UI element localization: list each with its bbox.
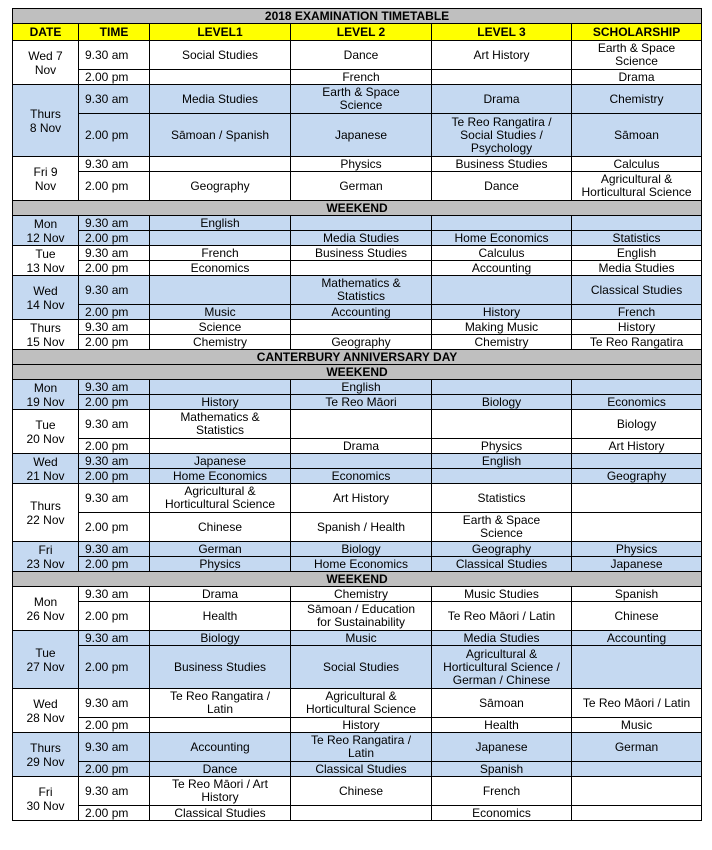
time-cell: 2.00 pm xyxy=(79,231,150,246)
level2-cell xyxy=(291,806,432,821)
level2-cell xyxy=(291,261,432,276)
level1-cell: Business Studies xyxy=(150,646,291,689)
level1-cell: Agricultural & Horticultural Science xyxy=(150,484,291,513)
level1-cell: Media Studies xyxy=(150,85,291,114)
date-cell: Fri 23 Nov xyxy=(13,542,79,572)
table-row xyxy=(13,157,702,172)
scholarship-cell: Chinese xyxy=(572,602,702,631)
level3-cell: Dance xyxy=(432,172,572,201)
separator-row xyxy=(13,365,702,380)
date-cell: Tue 27 Nov xyxy=(13,631,79,689)
time-cell: 9.30 am xyxy=(79,216,150,231)
level3-cell: Geography xyxy=(432,542,572,557)
level2-cell: Classical Studies xyxy=(291,762,432,777)
scholarship-cell: Physics xyxy=(572,542,702,557)
separator-label: WEEKEND xyxy=(13,201,702,216)
table-row xyxy=(13,542,702,557)
level2-cell: Economics xyxy=(291,469,432,484)
level1-cell: Accounting xyxy=(150,733,291,762)
level3-cell: Chemistry xyxy=(432,335,572,350)
time-cell: 9.30 am xyxy=(79,733,150,762)
level2-cell: Home Economics xyxy=(291,557,432,572)
date-cell: Wed 14 Nov xyxy=(13,276,79,320)
date-cell: Mon 19 Nov xyxy=(13,380,79,410)
level2-cell xyxy=(291,410,432,439)
level1-cell: Geography xyxy=(150,172,291,201)
scholarship-cell: Te Reo Rangatira xyxy=(572,335,702,350)
date-cell: Thurs 29 Nov xyxy=(13,733,79,777)
table-row xyxy=(13,439,702,454)
table-row xyxy=(13,602,702,631)
time-cell: 2.00 pm xyxy=(79,114,150,157)
time-cell: 2.00 pm xyxy=(79,70,150,85)
table-row xyxy=(13,305,702,320)
level2-cell: Earth & Space Science xyxy=(291,85,432,114)
scholarship-cell: Biology xyxy=(572,410,702,439)
level1-cell: Mathematics & Statistics xyxy=(150,410,291,439)
level2-cell: French xyxy=(291,70,432,85)
level2-cell: Japanese xyxy=(291,114,432,157)
level3-cell xyxy=(432,469,572,484)
level1-cell: Science xyxy=(150,320,291,335)
table-row xyxy=(13,587,702,602)
level1-cell: Music xyxy=(150,305,291,320)
table-row xyxy=(13,70,702,85)
level2-cell: History xyxy=(291,718,432,733)
level3-cell: Japanese xyxy=(432,733,572,762)
header-scholarship: SCHOLARSHIP xyxy=(572,24,702,41)
scholarship-cell: Geography xyxy=(572,469,702,484)
separator-row xyxy=(13,350,702,365)
level2-cell: Te Reo Māori xyxy=(291,395,432,410)
scholarship-cell: Japanese xyxy=(572,557,702,572)
time-cell: 9.30 am xyxy=(79,777,150,806)
level3-cell xyxy=(432,70,572,85)
date-cell: Fri 30 Nov xyxy=(13,777,79,821)
level2-cell: Spanish / Health xyxy=(291,513,432,542)
level2-cell: Chinese xyxy=(291,777,432,806)
level1-cell: Chinese xyxy=(150,513,291,542)
separator-row xyxy=(13,572,702,587)
time-cell: 9.30 am xyxy=(79,454,150,469)
level1-cell: Chemistry xyxy=(150,335,291,350)
time-cell: 2.00 pm xyxy=(79,439,150,454)
header-level1: LEVEL1 xyxy=(150,24,291,41)
level3-cell xyxy=(432,380,572,395)
scholarship-cell xyxy=(572,646,702,689)
level2-cell: Accounting xyxy=(291,305,432,320)
level3-cell: Statistics xyxy=(432,484,572,513)
level1-cell: Economics xyxy=(150,261,291,276)
level3-cell: Sāmoan xyxy=(432,689,572,718)
date-cell: Mon 26 Nov xyxy=(13,587,79,631)
level3-cell: Economics xyxy=(432,806,572,821)
level3-cell: Business Studies xyxy=(432,157,572,172)
date-cell: Fri 9 Nov xyxy=(13,157,79,201)
level3-cell: Making Music xyxy=(432,320,572,335)
date-cell: Wed 7 Nov xyxy=(13,41,79,85)
level3-cell: Te Reo Rangatira / Social Studies / Psychology xyxy=(432,114,572,157)
level1-cell: Te Reo Māori / Art History xyxy=(150,777,291,806)
level1-cell xyxy=(150,231,291,246)
level1-cell: Home Economics xyxy=(150,469,291,484)
header-level3: LEVEL 3 xyxy=(432,24,572,41)
time-cell: 2.00 pm xyxy=(79,718,150,733)
time-cell: 2.00 pm xyxy=(79,261,150,276)
scholarship-cell: Art History xyxy=(572,439,702,454)
level2-cell: Dance xyxy=(291,41,432,70)
time-cell: 9.30 am xyxy=(79,689,150,718)
time-cell: 9.30 am xyxy=(79,85,150,114)
scholarship-cell: Spanish xyxy=(572,587,702,602)
level1-cell xyxy=(150,380,291,395)
level2-cell: Music xyxy=(291,631,432,646)
level1-cell xyxy=(150,718,291,733)
scholarship-cell xyxy=(572,380,702,395)
level3-cell: Biology xyxy=(432,395,572,410)
table-row xyxy=(13,484,702,513)
level3-cell: Agricultural & Horticultural Science / German / Chinese xyxy=(432,646,572,689)
scholarship-cell: Media Studies xyxy=(572,261,702,276)
time-cell: 9.30 am xyxy=(79,157,150,172)
level3-cell: Spanish xyxy=(432,762,572,777)
level2-cell: Physics xyxy=(291,157,432,172)
time-cell: 9.30 am xyxy=(79,542,150,557)
level1-cell: Physics xyxy=(150,557,291,572)
level2-cell: Art History xyxy=(291,484,432,513)
table-row xyxy=(13,806,702,821)
level1-cell: Social Studies xyxy=(150,41,291,70)
time-cell: 9.30 am xyxy=(79,587,150,602)
level1-cell: Classical Studies xyxy=(150,806,291,821)
scholarship-cell: Statistics xyxy=(572,231,702,246)
level2-cell: Biology xyxy=(291,542,432,557)
separator-row xyxy=(13,201,702,216)
scholarship-cell: Agricultural & Horticultural Science xyxy=(572,172,702,201)
table-row xyxy=(13,216,702,231)
scholarship-cell: Accounting xyxy=(572,631,702,646)
table-row xyxy=(13,646,702,689)
time-cell: 2.00 pm xyxy=(79,335,150,350)
timetable-body xyxy=(13,41,702,821)
table-row xyxy=(13,557,702,572)
separator-label: WEEKEND xyxy=(13,572,702,587)
level3-cell: History xyxy=(432,305,572,320)
table-row xyxy=(13,631,702,646)
table-row xyxy=(13,469,702,484)
table-row xyxy=(13,85,702,114)
scholarship-cell: Classical Studies xyxy=(572,276,702,305)
level3-cell: Drama xyxy=(432,85,572,114)
scholarship-cell: Sāmoan xyxy=(572,114,702,157)
time-cell: 2.00 pm xyxy=(79,762,150,777)
exam-timetable xyxy=(12,8,702,821)
level3-cell xyxy=(432,216,572,231)
scholarship-cell: History xyxy=(572,320,702,335)
time-cell: 9.30 am xyxy=(79,631,150,646)
table-row xyxy=(13,777,702,806)
level2-cell: Business Studies xyxy=(291,246,432,261)
level2-cell: Mathematics & Statistics xyxy=(291,276,432,305)
scholarship-cell: English xyxy=(572,246,702,261)
time-cell: 2.00 pm xyxy=(79,395,150,410)
level2-cell xyxy=(291,454,432,469)
level1-cell: Dance xyxy=(150,762,291,777)
time-cell: 2.00 pm xyxy=(79,469,150,484)
level3-cell: Music Studies xyxy=(432,587,572,602)
header-date: DATE xyxy=(13,24,79,41)
date-cell: Mon 12 Nov xyxy=(13,216,79,246)
level3-cell: Physics xyxy=(432,439,572,454)
separator-label: CANTERBURY ANNIVERSARY DAY xyxy=(13,350,702,365)
table-row xyxy=(13,320,702,335)
table-row xyxy=(13,276,702,305)
table-row xyxy=(13,246,702,261)
time-cell: 2.00 pm xyxy=(79,305,150,320)
date-cell: Thurs 15 Nov xyxy=(13,320,79,350)
level1-cell xyxy=(150,70,291,85)
level3-cell: Art History xyxy=(432,41,572,70)
date-cell: Tue 13 Nov xyxy=(13,246,79,276)
scholarship-cell: Drama xyxy=(572,70,702,85)
level3-cell: Health xyxy=(432,718,572,733)
date-cell: Thurs 22 Nov xyxy=(13,484,79,542)
level2-cell: Social Studies xyxy=(291,646,432,689)
level2-cell xyxy=(291,320,432,335)
level2-cell: Chemistry xyxy=(291,587,432,602)
level1-cell: Health xyxy=(150,602,291,631)
level2-cell: Drama xyxy=(291,439,432,454)
timetable-title: 2018 EXAMINATION TIMETABLE xyxy=(13,9,702,24)
level1-cell: History xyxy=(150,395,291,410)
time-cell: 9.30 am xyxy=(79,410,150,439)
time-cell: 2.00 pm xyxy=(79,646,150,689)
level2-cell: Sāmoan / Education for Sustainability xyxy=(291,602,432,631)
level3-cell xyxy=(432,410,572,439)
scholarship-cell: Calculus xyxy=(572,157,702,172)
scholarship-cell xyxy=(572,216,702,231)
level1-cell: Biology xyxy=(150,631,291,646)
table-row xyxy=(13,335,702,350)
scholarship-cell: French xyxy=(572,305,702,320)
scholarship-cell xyxy=(572,484,702,513)
level3-cell: Accounting xyxy=(432,261,572,276)
level2-cell: Media Studies xyxy=(291,231,432,246)
time-cell: 2.00 pm xyxy=(79,513,150,542)
level3-cell: French xyxy=(432,777,572,806)
table-row xyxy=(13,41,702,70)
time-cell: 9.30 am xyxy=(79,380,150,395)
table-row xyxy=(13,395,702,410)
separator-label: WEEKEND xyxy=(13,365,702,380)
time-cell: 9.30 am xyxy=(79,276,150,305)
table-row xyxy=(13,513,702,542)
scholarship-cell: German xyxy=(572,733,702,762)
header-time: TIME xyxy=(79,24,150,41)
scholarship-cell xyxy=(572,762,702,777)
level1-cell: German xyxy=(150,542,291,557)
level2-cell: Agricultural & Horticultural Science xyxy=(291,689,432,718)
time-cell: 2.00 pm xyxy=(79,172,150,201)
table-row xyxy=(13,172,702,201)
date-cell: Tue 20 Nov xyxy=(13,410,79,454)
date-cell: Thurs 8 Nov xyxy=(13,85,79,157)
level3-cell: Earth & Space Science xyxy=(432,513,572,542)
time-cell: 2.00 pm xyxy=(79,602,150,631)
table-row xyxy=(13,689,702,718)
time-cell: 2.00 pm xyxy=(79,557,150,572)
level2-cell: English xyxy=(291,380,432,395)
level3-cell: Te Reo Māori / Latin xyxy=(432,602,572,631)
level3-cell: Calculus xyxy=(432,246,572,261)
level2-cell: Te Reo Rangatira / Latin xyxy=(291,733,432,762)
level2-cell xyxy=(291,216,432,231)
date-cell: Wed 21 Nov xyxy=(13,454,79,484)
level3-cell: Classical Studies xyxy=(432,557,572,572)
time-cell: 2.00 pm xyxy=(79,806,150,821)
scholarship-cell: Earth & Space Science xyxy=(572,41,702,70)
date-cell: Wed 28 Nov xyxy=(13,689,79,733)
table-row xyxy=(13,454,702,469)
level1-cell: Te Reo Rangatira / Latin xyxy=(150,689,291,718)
level1-cell: Sāmoan / Spanish xyxy=(150,114,291,157)
level3-cell: Home Economics xyxy=(432,231,572,246)
level2-cell: Geography xyxy=(291,335,432,350)
level1-cell xyxy=(150,439,291,454)
level3-cell xyxy=(432,276,572,305)
level3-cell: English xyxy=(432,454,572,469)
table-row xyxy=(13,718,702,733)
scholarship-cell: Te Reo Māori / Latin xyxy=(572,689,702,718)
table-row xyxy=(13,762,702,777)
level1-cell: French xyxy=(150,246,291,261)
table-row xyxy=(13,733,702,762)
level1-cell: English xyxy=(150,216,291,231)
level3-cell: Media Studies xyxy=(432,631,572,646)
scholarship-cell xyxy=(572,806,702,821)
scholarship-cell: Music xyxy=(572,718,702,733)
scholarship-cell xyxy=(572,454,702,469)
level1-cell: Drama xyxy=(150,587,291,602)
time-cell: 9.30 am xyxy=(79,320,150,335)
scholarship-cell: Economics xyxy=(572,395,702,410)
table-row xyxy=(13,114,702,157)
time-cell: 9.30 am xyxy=(79,484,150,513)
level1-cell xyxy=(150,157,291,172)
table-row xyxy=(13,261,702,276)
table-row xyxy=(13,231,702,246)
table-row xyxy=(13,410,702,439)
scholarship-cell: Chemistry xyxy=(572,85,702,114)
table-row xyxy=(13,380,702,395)
level2-cell: German xyxy=(291,172,432,201)
level1-cell xyxy=(150,276,291,305)
time-cell: 9.30 am xyxy=(79,246,150,261)
scholarship-cell xyxy=(572,777,702,806)
level1-cell: Japanese xyxy=(150,454,291,469)
header-level2: LEVEL 2 xyxy=(291,24,432,41)
scholarship-cell xyxy=(572,513,702,542)
time-cell: 9.30 am xyxy=(79,41,150,70)
